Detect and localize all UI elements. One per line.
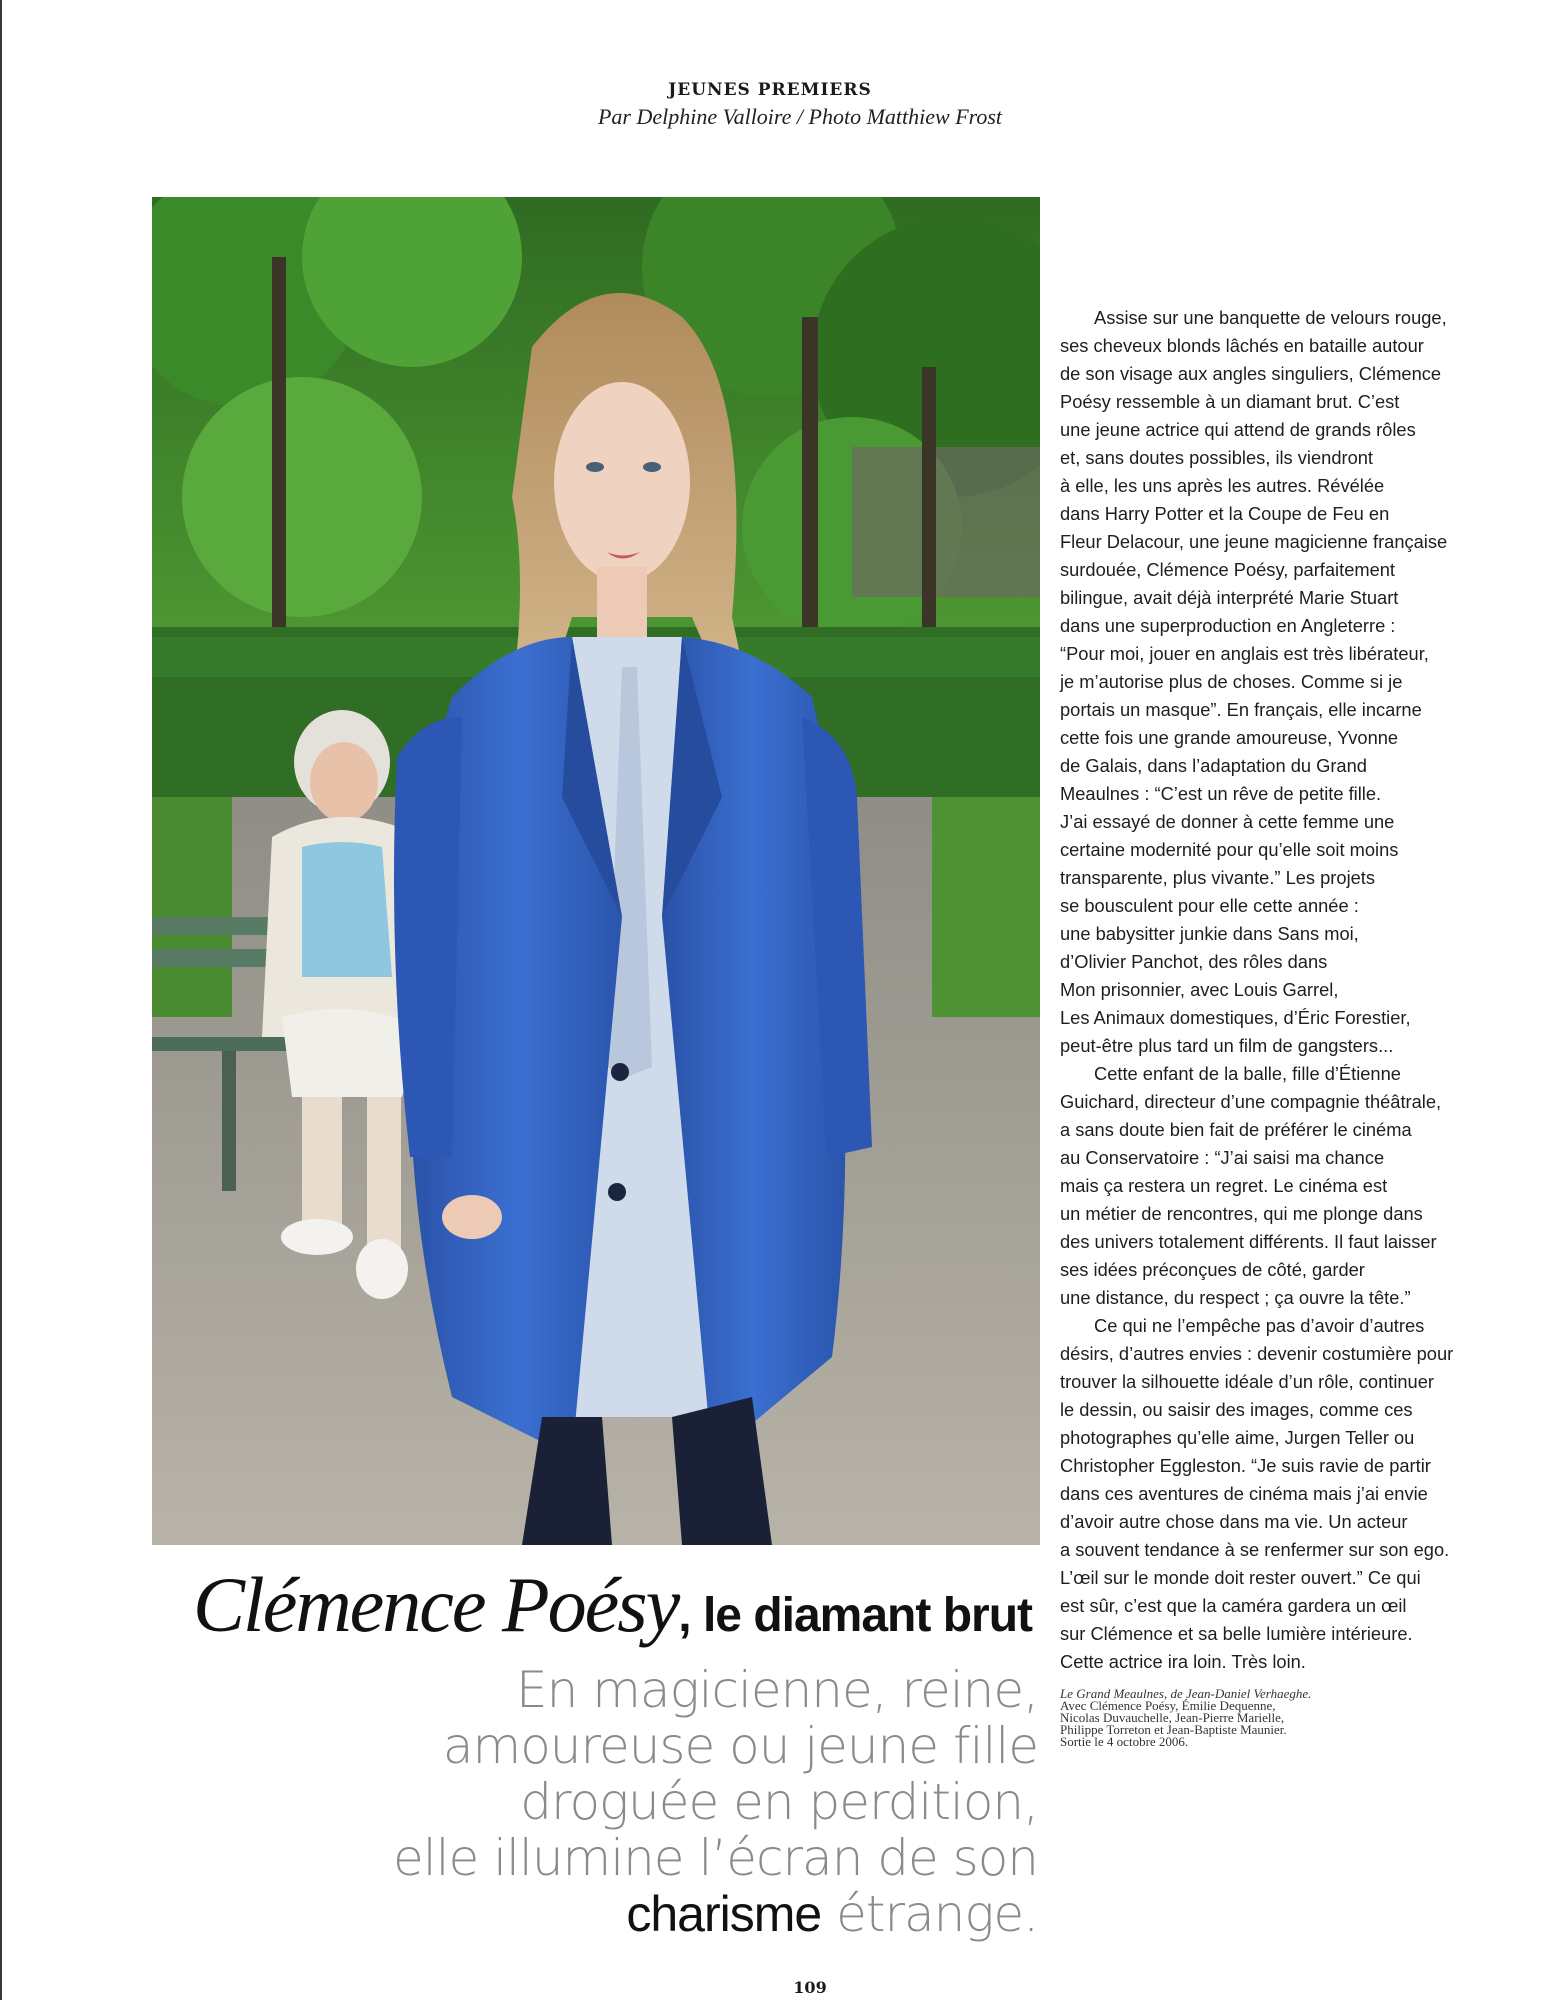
- body-line: surdouée, Clémence Poésy, parfaitement: [1060, 559, 1395, 580]
- deck-line-last: [300, 1886, 1038, 1942]
- body-line: ses cheveux blonds lâchés en bataille autour: [1060, 335, 1424, 356]
- page-number: 109: [793, 1978, 827, 1997]
- body-line: est sûr, c’est que la caméra gardera un œil: [1060, 1595, 1407, 1616]
- body-line: d’Olivier Panchot, des rôles dans: [1060, 951, 1328, 972]
- body-line: je m’autorise plus de choses. Comme si je: [1060, 671, 1403, 692]
- body-line: des univers totalement différents. Il faut laisser: [1060, 1231, 1437, 1252]
- credit-line: Nicolas Duvauchelle, Jean-Pierre Marielle,: [1060, 1710, 1285, 1725]
- body-line: a sans doute bien fait de préférer le cinéma: [1060, 1119, 1412, 1140]
- body-line: Christopher Eggleston. “Je suis ravie de partir: [1060, 1455, 1431, 1476]
- credit-line: Sortie le 4 octobre 2006.: [1060, 1734, 1189, 1749]
- body-line: “Pour moi, jouer en anglais est très libérateur,: [1060, 643, 1429, 664]
- body-line: un métier de rencontres, qui me plonge dans: [1060, 1203, 1423, 1224]
- body-line: Assise sur une banquette de velours rouge,: [1094, 307, 1447, 328]
- portrait-photo: [152, 197, 1040, 1545]
- page-left-edge: [0, 0, 2, 2000]
- body-line: L’œil sur le monde doit rester ouvert.” Ce qui: [1060, 1567, 1421, 1588]
- deck-emphasis: charisme: [626, 1886, 822, 1942]
- credit-line: Philippe Torreton et Jean-Baptiste Maunier.: [1060, 1722, 1287, 1737]
- body-line: Poésy ressemble à un diamant brut. C’est: [1060, 391, 1400, 412]
- title-subtitle: , le diamant brut: [678, 1589, 1032, 1642]
- body-line: désirs, d’autres envies : devenir costumière pour: [1060, 1343, 1454, 1364]
- body-line: Fleur Delacour, une jeune magicienne française: [1060, 531, 1448, 552]
- body-line: Les Animaux domestiques, d’Éric Forestier,: [1060, 1007, 1411, 1028]
- body-line: d’avoir autre chose dans ma vie. Un acteur: [1060, 1511, 1408, 1532]
- body-line: photographes qu’elle aime, Jurgen Teller ou: [1060, 1427, 1415, 1448]
- body-line: et, sans doutes possibles, ils viendront: [1060, 447, 1373, 468]
- article-title: [160, 1560, 1032, 1650]
- body-line: Guichard, directeur d’une compagnie théâtrale,: [1060, 1091, 1442, 1112]
- body-line: peut-être plus tard un film de gangsters...: [1060, 1035, 1394, 1056]
- deck-line: elle illumine l’écran de son: [392, 1829, 1038, 1887]
- article-deck: [300, 1662, 1038, 1942]
- deck-tail: étrange.: [821, 1885, 1038, 1943]
- body-line: se bousculent pour elle cette année :: [1060, 895, 1359, 916]
- body-line: Cette actrice ira loin. Très loin.: [1060, 1651, 1306, 1672]
- credit-line: Avec Clémence Poésy, Émilie Dequenne,: [1060, 1698, 1276, 1713]
- body-line: transparente, plus vivante.” Les projets: [1060, 867, 1376, 888]
- body-line: a souvent tendance à se renfermer sur son ego.: [1060, 1539, 1450, 1560]
- body-line: Meaulnes : “C’est un rêve de petite fille.: [1060, 783, 1382, 804]
- body-line: certaine modernité pour qu’elle soit moins: [1060, 839, 1399, 860]
- deck-line: En magicienne, reine,: [516, 1661, 1038, 1719]
- body-line: portais un masque”. En français, elle incarne: [1060, 699, 1422, 720]
- deck-line: droguée en perdition,: [520, 1773, 1038, 1831]
- body-line: de Galais, dans l’adaptation du Grand: [1060, 755, 1367, 776]
- body-line: une babysitter junkie dans Sans moi,: [1060, 923, 1359, 944]
- body-line: à elle, les uns après les autres. Révélée: [1060, 475, 1385, 496]
- body-line: cette fois une grande amoureuse, Yvonne: [1060, 727, 1399, 748]
- body-line: trouver la silhouette idéale d’un rôle, continuer: [1060, 1371, 1434, 1392]
- body-line: Cette enfant de la balle, fille d’Étienne: [1094, 1063, 1401, 1084]
- deck-line: amoureuse ou jeune fille: [442, 1717, 1038, 1775]
- body-line: dans une superproduction en Angleterre :: [1060, 615, 1396, 636]
- film-credit: [1060, 1688, 1500, 1748]
- body-line: au Conservatoire : “J’ai saisi ma chance: [1060, 1147, 1385, 1168]
- body-line: de son visage aux angles singuliers, Clémence: [1060, 363, 1442, 384]
- section-rubric: JEUNES PREMIERS: [668, 80, 872, 100]
- body-line: mais ça restera un regret. Le cinéma est: [1060, 1175, 1388, 1196]
- body-line: une distance, du respect ; ça ouvre la tête.”: [1060, 1287, 1411, 1308]
- body-line: ses idées préconçues de côté, garder: [1060, 1259, 1365, 1280]
- body-line: dans Harry Potter et la Coupe de Feu en: [1060, 503, 1390, 524]
- body-line: Mon prisonnier, avec Louis Garrel,: [1060, 979, 1339, 1000]
- byline: Par Delphine Valloire / Photo Matthiew Frost: [597, 104, 1003, 129]
- body-line: le dessin, ou saisir des images, comme ces: [1060, 1399, 1413, 1420]
- body-line: sur Clémence et sa belle lumière intérieure.: [1060, 1623, 1413, 1644]
- body-line: une jeune actrice qui attend de grands rôles: [1060, 419, 1416, 440]
- body-line: J’ai essayé de donner à cette femme une: [1060, 811, 1395, 832]
- title-name: Clémence Poésy: [193, 1561, 679, 1648]
- article-body: [1060, 304, 1500, 1676]
- credit-line: Le Grand Meaulnes, de Jean-Daniel Verhaeghe.: [1060, 1686, 1312, 1701]
- body-line: dans ces aventures de cinéma mais j’ai envie: [1060, 1483, 1428, 1504]
- body-line: bilingue, avait déjà interprété Marie Stuart: [1060, 587, 1399, 608]
- body-line: Ce qui ne l’empêche pas d’avoir d’autres: [1094, 1315, 1425, 1336]
